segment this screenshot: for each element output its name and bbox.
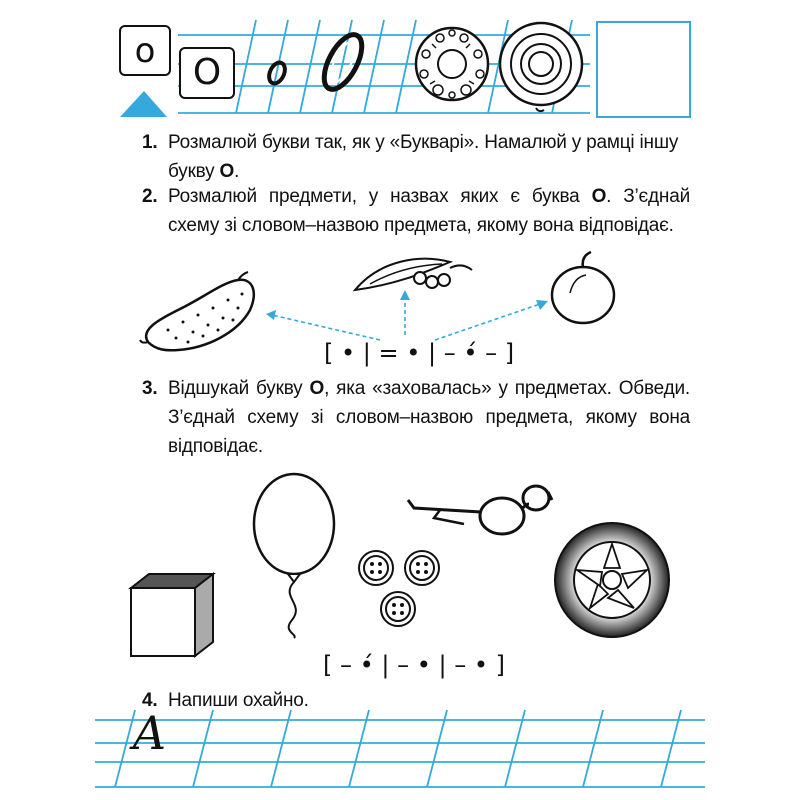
cube-icon[interactable] xyxy=(127,570,227,660)
task-2 xyxy=(142,182,690,240)
task-number: 2. xyxy=(142,186,158,207)
task-text: Розмалюй букви так, як у «Букварі». Намалюй у рамці іншу букву xyxy=(168,132,679,182)
small-letter-box xyxy=(119,25,171,76)
script-letters-icon xyxy=(250,20,380,120)
task-text: Відшукай букву xyxy=(168,378,310,399)
glasses-icon[interactable] xyxy=(404,470,554,550)
task-number: 1. xyxy=(142,132,158,153)
task-bold-letter: О xyxy=(219,161,235,182)
task2-scheme: [ • | = • | – •́ – ] xyxy=(324,339,515,367)
ring-icon xyxy=(496,20,586,116)
task-bold-letter: О xyxy=(591,186,607,207)
writing-lines xyxy=(0,700,800,800)
task3-scheme: [ – •́ | – • | – • ] xyxy=(323,651,506,679)
task-text-end: . xyxy=(234,161,240,182)
task-3 xyxy=(142,374,690,461)
task-number: 3. xyxy=(142,378,158,399)
buttons-icon[interactable] xyxy=(356,545,446,635)
task-number: 4. xyxy=(142,690,158,711)
big-letter: О xyxy=(192,52,222,93)
task-bold-letter: О xyxy=(309,378,325,399)
donut-icon xyxy=(412,24,492,104)
task-text: Розмалюй предмети, у назвах яких є буква xyxy=(168,186,592,207)
big-letter-box xyxy=(179,47,235,99)
balloon-icon[interactable] xyxy=(250,472,350,642)
task-1 xyxy=(142,128,682,186)
task-text: Напиши охайно. xyxy=(168,690,309,711)
copy-letter: А xyxy=(132,706,167,760)
cucumber-icon[interactable] xyxy=(138,270,268,360)
task-text-end: . З’єднай схему зі словом–назвою предмета, якому вона відповідає. xyxy=(168,186,690,236)
wheel-icon[interactable] xyxy=(552,520,672,640)
task-text-end: , яка «заховалась» у предметах. Обведи. З’єднай схему зі словом–назвою предмета, якому вона відповідає. xyxy=(168,378,690,457)
small-letter: о xyxy=(134,30,156,71)
